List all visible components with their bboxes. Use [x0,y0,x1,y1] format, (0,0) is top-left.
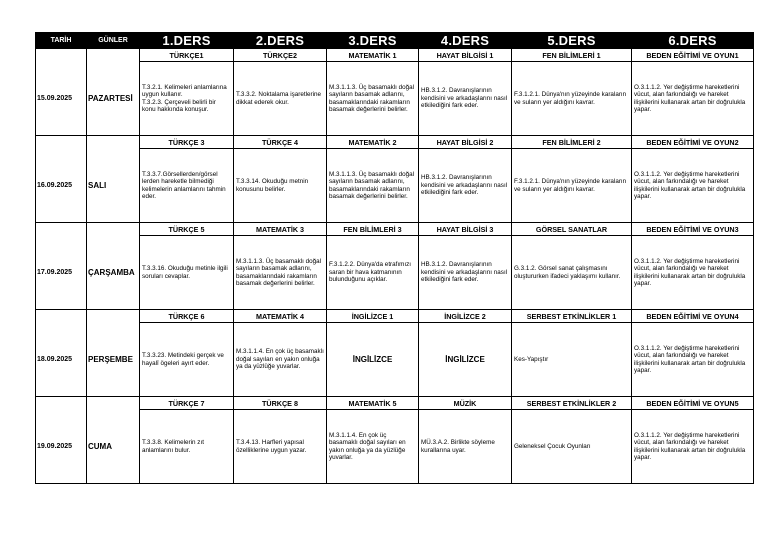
subject-row [36,397,754,410]
content-row [36,149,754,223]
learning-outcome-cell: M.3.1.1.3. Üç basamaklı doğal sayıların basamak adlarını, basamaklarındaki rakamların basamak değerlerini belirler. [327,62,419,136]
subject-name-cell: TÜRKÇE 7 [140,397,234,410]
date-cell: 16.09.2025 [36,149,87,223]
learning-outcome-cell: M.3.1.1.4. En çok üç basamaklı doğal sayıları en yakın onluğa ya da yüzlüğe yuvarlar. [327,410,419,484]
subject-name-cell: MATEMATİK 2 [327,136,419,149]
subject-name-cell: HAYAT BİLGİSİ 2 [419,136,512,149]
subject-name-cell: İNGİLİZCE 1 [327,310,419,323]
learning-outcome-cell: O.3.1.1.2. Yer değiştirme hareketlerini vücut, alan farkındalığı ve hareket ilişkilerini kullanarak artan bir doğrulukla yapar. [632,62,754,136]
subject-name-cell: MATEMATİK 4 [234,310,327,323]
subject-row [36,49,754,62]
subject-row [36,223,754,236]
subject-name-cell: BEDEN EĞİTİMİ VE OYUN1 [632,49,754,62]
content-row [36,410,754,484]
learning-outcome-cell: O.3.1.1.2. Yer değiştirme hareketlerini vücut, alan farkındalığı ve hareket ilişkilerini kullanarak artan bir doğrulukla yapar. [632,149,754,223]
lesson-header: 6.DERS [632,33,754,49]
date-cell: 18.09.2025 [36,323,87,397]
learning-outcome-cell: İNGİLİZCE [327,323,419,397]
learning-outcome-cell: T.3.3.23. Metindeki gerçek ve hayalî ögeleri ayırt eder. [140,323,234,397]
subject-name-cell: BEDEN EĞİTİMİ VE OYUN2 [632,136,754,149]
learning-outcome-cell: M.3.1.1.4. En çok üç basamaklı doğal sayıları en yakın onluğa ya da yüzlüğe yuvarlar. [234,323,327,397]
date-cell: 19.09.2025 [36,410,87,484]
learning-outcome-cell: F.3.1.2.1. Dünya'nın yüzeyinde karaların ve suların yer aldığını kavrar. [512,62,632,136]
learning-outcome-cell: O.3.1.1.2. Yer değiştirme hareketlerini vücut, alan farkındalığı ve hareket ilişkilerini kullanarak artan bir doğrulukla yapar. [632,410,754,484]
learning-outcome-cell: HB.3.1.2. Davranışlarının kendisini ve arkadaşlarını nasıl etkilediğini fark eder. [419,149,512,223]
subject-name-cell: MATEMATİK 5 [327,397,419,410]
subject-name-cell: TÜRKÇE 4 [234,136,327,149]
day-name-cell: SALI [87,149,140,223]
content-row [36,236,754,310]
learning-outcome-cell: MÜ.3.A.2. Birlikte söyleme kurallarına uyar. [419,410,512,484]
learning-outcome-cell: T.3.3.7.Görsellerden/görsel lerden hareketle bilmediği kelimelerin anlamlarını tahmin eder. [140,149,234,223]
date-cell: 17.09.2025 [36,236,87,310]
day-name-cell: PAZARTESİ [87,62,140,136]
learning-outcome-cell: HB.3.1.2. Davranışlarının kendisini ve arkadaşlarını nasıl etkilediğini fark eder. [419,236,512,310]
learning-outcome-cell: T.3.3.16. Okuduğu metinle ilgili soruları cevaplar. [140,236,234,310]
learning-outcome-cell: G.3.1.2. Görsel sanat çalışmasını oluştururken ifadeci yaklaşımı kullanır. [512,236,632,310]
subject-name-cell: MATEMATİK 3 [234,223,327,236]
lesson-header: 4.DERS [419,33,512,49]
date-cell-spacer [36,223,87,236]
subject-name-cell: TÜRKÇE 6 [140,310,234,323]
day-name-cell: PERŞEMBE [87,323,140,397]
schedule-body [36,49,754,484]
subject-name-cell: BEDEN EĞİTİMİ VE OYUN5 [632,397,754,410]
date-column-header: TARİH [36,33,87,49]
lesson-header: 5.DERS [512,33,632,49]
content-row [36,323,754,397]
subject-name-cell: TÜRKÇE1 [140,49,234,62]
learning-outcome-cell: Geleneksel Çocuk Oyunları [512,410,632,484]
learning-outcome-cell: T.3.3.14. Okuduğu metnin konusunu belirler. [234,149,327,223]
subject-name-cell: TÜRKÇE 3 [140,136,234,149]
learning-outcome-cell: İNGİLİZCE [419,323,512,397]
learning-outcome-cell: O.3.1.1.2. Yer değiştirme hareketlerini vücut, alan farkındalığı ve hareket ilişkilerini kullanarak artan bir doğrulukla yapar. [632,236,754,310]
subject-name-cell: MATEMATİK 1 [327,49,419,62]
date-cell-spacer [36,49,87,62]
learning-outcome-cell: T.3.3.8. Kelimelerin zıt anlamlarını bulur. [140,410,234,484]
date-cell-spacer [36,397,87,410]
learning-outcome-cell: O.3.1.1.2. Yer değiştirme hareketlerini vücut, alan farkındalığı ve hareket ilişkilerini kullanarak artan bir doğrulukla yapar. [632,323,754,397]
subject-name-cell: MÜZİK [419,397,512,410]
learning-outcome-cell: Kes-Yapıştır [512,323,632,397]
day-name-cell: CUMA [87,410,140,484]
lesson-header: 3.DERS [327,33,419,49]
subject-row [36,310,754,323]
subject-name-cell: FEN BİLİMLERİ 1 [512,49,632,62]
lesson-header: 1.DERS [140,33,234,49]
date-cell: 15.09.2025 [36,62,87,136]
subject-name-cell: SERBEST ETKİNLİKLER 1 [512,310,632,323]
learning-outcome-cell: T.3.4.13. Harfleri yapısal özelliklerine uygun yazar. [234,410,327,484]
header-row [36,33,754,49]
subject-name-cell: TÜRKÇE 8 [234,397,327,410]
day-cell-spacer [87,49,140,62]
subject-name-cell: BEDEN EĞİTİMİ VE OYUN4 [632,310,754,323]
subject-name-cell: SERBEST ETKİNLİKLER 2 [512,397,632,410]
learning-outcome-cell: M.3.1.1.3. Üç basamaklı doğal sayıların basamak adlarını, basamaklarındaki rakamların basamak değerlerini belirler. [327,149,419,223]
subject-name-cell: BEDEN EĞİTİMİ VE OYUN3 [632,223,754,236]
day-cell-spacer [87,136,140,149]
learning-outcome-cell: HB.3.1.2. Davranışlarının kendisini ve arkadaşlarını nasıl etkilediğini fark eder. [419,62,512,136]
date-cell-spacer [36,136,87,149]
subject-row [36,136,754,149]
subject-name-cell: TÜRKÇE 5 [140,223,234,236]
day-column-header: GÜNLER [87,33,140,49]
subject-name-cell: İNGİLİZCE 2 [419,310,512,323]
learning-outcome-cell: F.3.1.2.2. Dünya'da etrafımızı saran bir hava katmanının bulunduğunu açıklar. [327,236,419,310]
lesson-header: 2.DERS [234,33,327,49]
subject-name-cell: FEN BİLİMLERİ 3 [327,223,419,236]
content-row [36,62,754,136]
subject-name-cell: FEN BİLİMLERİ 2 [512,136,632,149]
learning-outcome-cell: M.3.1.1.3. Üç basamaklı doğal sayıların basamak adlarını, basamaklarındaki rakamların basamak değerlerini belirler. [234,236,327,310]
day-cell-spacer [87,310,140,323]
learning-outcome-cell: F.3.1.2.1. Dünya'nın yüzeyinde karaların ve suların yer aldığını kavrar. [512,149,632,223]
weekly-schedule-table [35,32,754,484]
day-cell-spacer [87,223,140,236]
subject-name-cell: HAYAT BİLGİSİ 1 [419,49,512,62]
subject-name-cell: TÜRKÇE2 [234,49,327,62]
subject-name-cell: HAYAT BİLGİSİ 3 [419,223,512,236]
subject-name-cell: GÖRSEL SANATLAR [512,223,632,236]
learning-outcome-cell: T.3.3.2. Noktalama işaretlerine dikkat ederek okur. [234,62,327,136]
day-name-cell: ÇARŞAMBA [87,236,140,310]
date-cell-spacer [36,310,87,323]
day-cell-spacer [87,397,140,410]
learning-outcome-cell: T.3.2.1. Kelimeleri anlamlarına uygun kullanır. T.3.2.3. Çerçeveli belirli bir konu hakkında konuşur. [140,62,234,136]
